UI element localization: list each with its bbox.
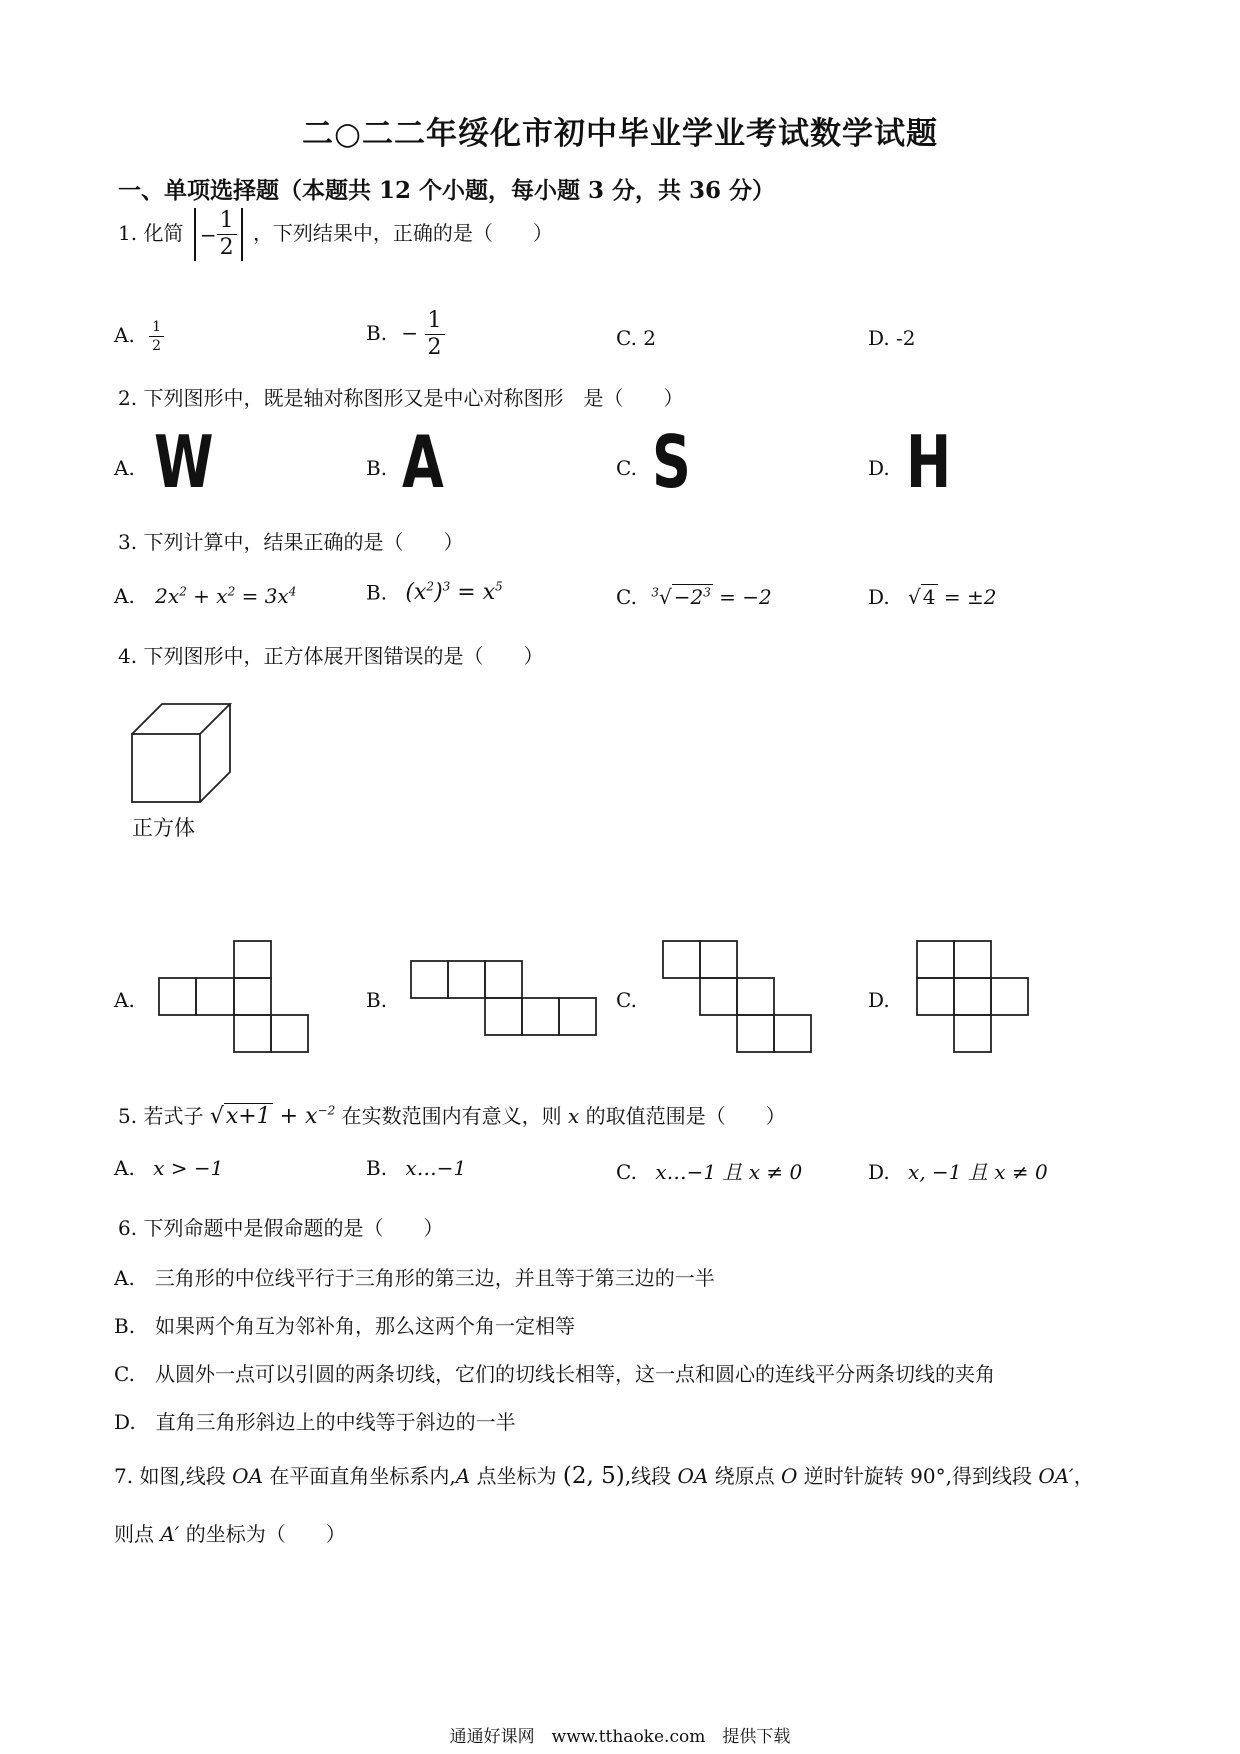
q6-option-c: C. 从圆外一点可以引圆的两条切线，它们的切线长相等，这一点和圆心的连线平分两条切线的夹角 (114, 1362, 995, 1386)
q1-option-c: C. 2 (616, 326, 657, 350)
section-heading: 一、单项选择题（本题共 12 个小题，每小题 3 分，共 36 分） (118, 177, 776, 204)
q7-part6: 逆时针旋转 90°,得到线段 (803, 1464, 1032, 1488)
q1-absolute-value (194, 208, 243, 261)
question-2: 2. 下列图形中，既是轴对称图形又是中心对称图形 是（ ） (118, 386, 684, 410)
q2-option-d-letter (906, 420, 966, 504)
q7-oa: OA (232, 1464, 263, 1488)
cube-label: 正方体 (132, 816, 195, 840)
q5-d-label: D. (868, 1160, 890, 1184)
q3-b-expr: $(x^2)^3 = x^5$ (405, 580, 503, 606)
cube-figure (128, 700, 238, 808)
q2-option-b-letter (402, 420, 458, 504)
q5-option-a (114, 1156, 223, 1180)
q7-part5: 绕原点 (714, 1464, 775, 1488)
q4-a-label: A. (114, 988, 135, 1012)
net-option-d (916, 940, 1032, 1054)
q7-line2-prefix: 则点 (114, 1522, 154, 1546)
question-1 (118, 208, 553, 261)
q5-a-value: x > −1 (153, 1156, 224, 1180)
q1-a-fraction (149, 320, 164, 353)
footer-watermark: 通通好课网 www.tthaoke.com 提供下载 (449, 1727, 791, 1747)
q1-option-a (114, 320, 164, 353)
q6-option-d: D. 直角三角形斜边上的中线等于斜边的一半 (114, 1410, 516, 1434)
q1-prefix: 1. 化简 (118, 221, 184, 245)
q5-suffix: 的取值范围是（ ） (585, 1104, 786, 1128)
q5-var: x (567, 1104, 580, 1128)
q3-option-a (114, 584, 296, 608)
net-option-a (158, 940, 310, 1054)
letter-a: A (402, 420, 444, 504)
q5-c-label: C. (616, 1160, 637, 1184)
cube-top-face (132, 704, 230, 734)
q3-option-c (616, 584, 772, 609)
q3-c-expr: $^3√ -2^3 = -2$ (651, 585, 772, 609)
q7-part4: ,线段 (624, 1464, 672, 1488)
q3-a-expr: $2x^2 + x^2 = 3x^4$ (155, 584, 297, 608)
q7-part1: 7. 如图,线段 (114, 1464, 226, 1488)
q1-numerator: 1 (217, 210, 237, 235)
q3-a-label: A. (114, 584, 135, 608)
q3-option-b (366, 580, 503, 605)
q5-middle: 在实数范围内有意义，则 (341, 1104, 562, 1128)
q7-part3: 点坐标为 (476, 1464, 557, 1488)
q7-part2: 在平面直角坐标系内, (269, 1464, 456, 1488)
exam-title: 二○二二年绥化市初中毕业学业考试数学试题 (301, 116, 939, 152)
q1-b-num: 1 (425, 310, 445, 335)
q6-option-a: A. 三角形的中位线平行于三角形的第三边，并且等于第三边的一半 (114, 1266, 715, 1290)
question-5 (118, 1100, 786, 1129)
q7-coordinate: (2, 5) (562, 1463, 625, 1489)
q7-oa2: OA (677, 1464, 709, 1488)
net-option-c (662, 940, 816, 1054)
q7-oa-prime: OA′ (1038, 1464, 1074, 1488)
q3-option-d (868, 584, 997, 609)
q1-b-den: 2 (427, 335, 442, 360)
q5-option-d (868, 1156, 1048, 1185)
q3-d-label: D. (868, 585, 890, 609)
q1-b-fraction (425, 310, 445, 359)
q3-b-label: B. (366, 580, 388, 605)
q5-c-value: x…−1 且 x ≠ 0 (655, 1160, 803, 1184)
q1-a-label: A. (114, 323, 135, 347)
q1-fraction (217, 210, 237, 259)
q1-option-b (366, 310, 445, 359)
q1-b-label: B. (366, 321, 388, 345)
q1-denominator: 2 (219, 235, 234, 260)
net-option-b (410, 960, 600, 1038)
q5-b-value: x…−1 (405, 1156, 467, 1180)
q5-a-label: A. (114, 1156, 135, 1180)
q1-minus: − (199, 222, 217, 247)
q7-part7: ， (1073, 1464, 1094, 1488)
q1-option-d: D. -2 (868, 326, 916, 350)
q1-a-num: 1 (149, 320, 164, 337)
q2-d-label: D. (868, 456, 890, 480)
q2-b-label: B. (366, 456, 388, 480)
q6-option-b: B. 如果两个角互为邻补角，那么这两个角一定相等 (114, 1314, 576, 1338)
q5-option-c (616, 1156, 802, 1185)
q1-b-sign: − (401, 321, 419, 345)
q1-a-den: 2 (152, 338, 162, 354)
question-7-line2 (114, 1518, 346, 1547)
q4-d-label: D. (868, 988, 890, 1012)
q7-a: A (455, 1464, 471, 1488)
q5-prefix: 5. 若式子 (118, 1104, 204, 1128)
q2-option-a-letter (154, 420, 233, 504)
q2-option-c-letter (652, 420, 704, 504)
question-6: 6. 下列命题中是假命题的是（ ） (118, 1216, 444, 1240)
q5-b-label: B. (366, 1156, 388, 1180)
cube-front-face (132, 734, 200, 802)
q2-c-label: C. (616, 456, 637, 480)
q7-a-prime: A′ (160, 1522, 180, 1546)
letter-s: S (652, 420, 691, 504)
question-3: 3. 下列计算中，结果正确的是（ ） (118, 530, 464, 554)
q5-d-value: x, −1 且 x ≠ 0 (908, 1160, 1048, 1184)
q3-c-label: C. (616, 585, 637, 609)
q2-a-label: A. (114, 456, 135, 480)
letter-h: H (906, 420, 952, 504)
q7-o: O (781, 1464, 798, 1488)
q1-suffix: ，下列结果中，正确的是（ ） (252, 221, 553, 245)
q5-expression: $√x+1 + x^{-2}$ (209, 1103, 336, 1129)
question-7 (114, 1460, 1094, 1489)
q5-option-b (366, 1156, 466, 1180)
q4-b-label: B. (366, 988, 388, 1012)
q7-line2-suffix: 的坐标为（ ） (185, 1522, 346, 1546)
letter-w: W (154, 420, 214, 504)
q3-d-expr: √ 4 = ±2 (908, 585, 997, 609)
question-4: 4. 下列图形中，正方体展开图错误的是（ ） (118, 644, 544, 668)
q4-c-label: C. (616, 988, 637, 1012)
